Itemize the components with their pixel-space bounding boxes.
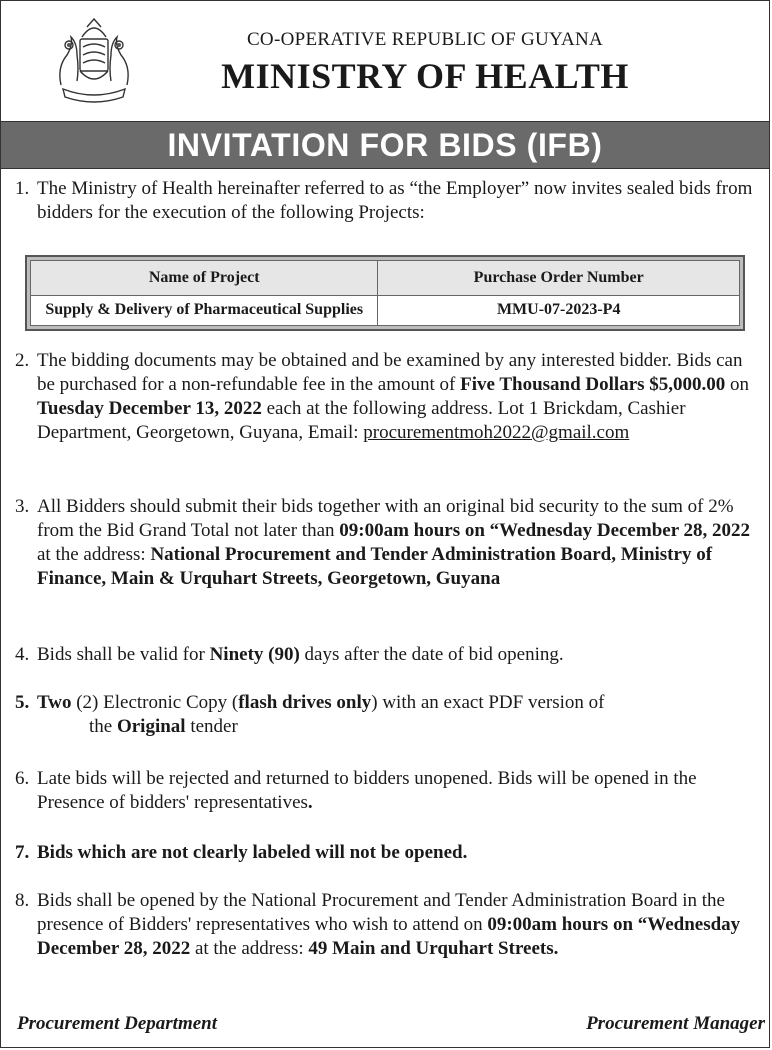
text-run-bold: flash drives only bbox=[238, 692, 372, 713]
table-header-row bbox=[31, 261, 740, 296]
text-run-bold: 49 Main and Urquhart Streets. bbox=[308, 938, 559, 959]
list-item-3 bbox=[15, 495, 755, 591]
item-number: 8. bbox=[15, 890, 30, 911]
table-cell: MMU-07-2023-P4 bbox=[378, 295, 740, 325]
text-run: Bids shall be valid for bbox=[37, 644, 210, 665]
text-run-bold: Two bbox=[37, 692, 72, 713]
text-run: each at the following address. Lot 1 Brickdam, Cashier Department, Georgetown, Guyana, Email: bbox=[37, 398, 686, 443]
project-table bbox=[30, 260, 740, 326]
text-run: at the address: bbox=[190, 938, 309, 959]
item-text bbox=[37, 349, 755, 445]
list-item-5 bbox=[15, 691, 755, 739]
banner-title: INVITATION FOR BIDS (IFB) bbox=[167, 127, 603, 163]
text-run-bold: 09:00am hours on “Wednesday December 28, 2022 bbox=[339, 520, 751, 541]
text-run: Bids shall be opened by the National Procurement and Tender Administration Board in the presence of Bidders' representatives who wish to attend on bbox=[37, 890, 725, 935]
table-row bbox=[31, 295, 740, 325]
item-text: The Ministry of Health hereinafter referred to as “the Employer” now invites sealed bids from bidders for the execution of the following Projects: bbox=[37, 178, 753, 223]
footer-department: Procurement Department bbox=[17, 1013, 218, 1034]
list-item-6 bbox=[15, 767, 755, 815]
text-run: All Bidders should submit their bids together with an original bid security to the sum of 2% from the Bid Grand Total not later than bbox=[37, 496, 734, 541]
text-run: tender bbox=[185, 716, 238, 737]
item-text bbox=[37, 889, 755, 961]
list-item-1 bbox=[15, 177, 755, 225]
text-run: the bbox=[89, 716, 117, 737]
list-item-4 bbox=[15, 643, 755, 667]
text-run-bold: . bbox=[307, 792, 313, 813]
text-run: (2) Electronic Copy ( bbox=[71, 692, 239, 713]
text-run-bold: Tuesday December 13, 2022 bbox=[37, 398, 262, 419]
item-number: 7. bbox=[15, 842, 30, 863]
text-run: days after the date of bid opening. bbox=[299, 644, 564, 665]
text-run-bold: 09:00am hours on “Wednesday December 28, 2022 bbox=[37, 914, 741, 959]
list-item-2 bbox=[15, 349, 755, 445]
item-number: 3. bbox=[15, 496, 30, 517]
table-cell: Supply & Delivery of Pharmaceutical Supplies bbox=[31, 295, 378, 325]
item-number: 5. bbox=[15, 692, 30, 713]
text-run: on bbox=[725, 374, 750, 395]
text-run-bold: Original bbox=[116, 716, 186, 737]
item-number: 1. bbox=[15, 178, 30, 199]
list-item-7 bbox=[15, 841, 755, 865]
column-header: Purchase Order Number bbox=[378, 261, 740, 296]
item-text bbox=[37, 643, 755, 667]
email-link[interactable]: procurementmoh2022@gmail.com bbox=[363, 422, 630, 443]
footer-manager: Procurement Manager bbox=[586, 1013, 765, 1034]
item-text bbox=[37, 841, 755, 865]
column-header: Name of Project bbox=[31, 261, 378, 296]
text-run-bold: Ninety (90) bbox=[209, 644, 300, 665]
text-run-bold: Bids which are not clearly labeled will not be opened. bbox=[37, 842, 468, 863]
item-number: 4. bbox=[15, 644, 30, 665]
item-text bbox=[37, 495, 755, 591]
country-name: CO-OPERATIVE REPUBLIC OF GUYANA bbox=[246, 29, 604, 50]
list-item-8 bbox=[15, 889, 755, 961]
text-run: ) with an exact PDF version of bbox=[371, 692, 605, 713]
title-banner bbox=[1, 121, 769, 169]
text-run: The bidding documents may be obtained and be examined by any interested bidder. Bids can be purchased for a non-refundable fee in the amount of bbox=[37, 350, 743, 395]
item-text bbox=[37, 691, 755, 739]
item-number: 2. bbox=[15, 350, 30, 371]
item-text bbox=[37, 767, 755, 815]
ministry-title: MINISTRY OF HEALTH bbox=[221, 56, 629, 96]
item-number: 6. bbox=[15, 768, 30, 789]
text-run-bold: Five Thousand Dollars $5,000.00 bbox=[460, 374, 726, 395]
text-run-bold: National Procurement and Tender Administration Board, Ministry of Finance, Main & Urquhart Streets, Georgetown, Guyana bbox=[37, 544, 713, 589]
text-run: at the address: bbox=[37, 544, 151, 565]
project-table-frame bbox=[25, 255, 745, 331]
header bbox=[1, 1, 769, 121]
text-run: Late bids will be rejected and returned to bidders unopened. Bids will be opened in the Presence of bidders' representatives bbox=[37, 768, 697, 813]
